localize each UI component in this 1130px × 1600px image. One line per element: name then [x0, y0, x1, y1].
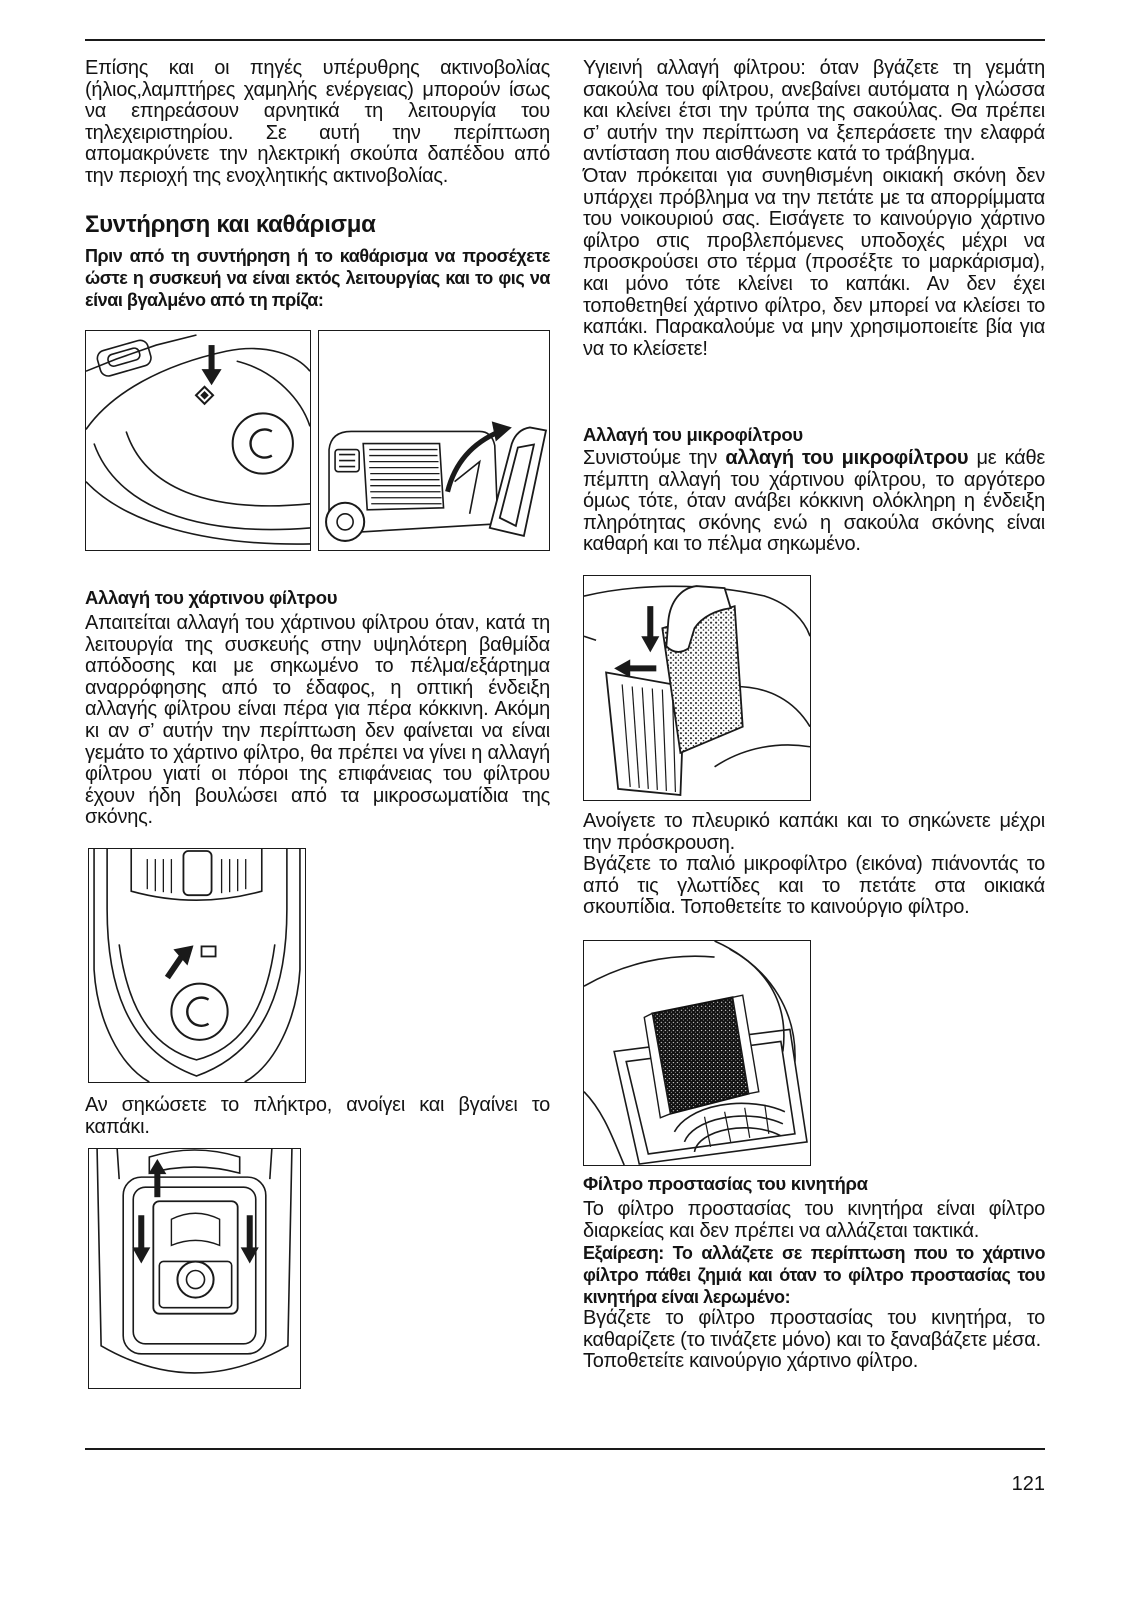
- paper-filter-paragraph: Απαιτείται αλλαγή του χάρτινου φίλτρου όταν, κατά τη λειτουργία της συσκευής στην υψηλότερη βαθμίδα απόδοσης και με σηκωμένο το πέλμα/εξάρτημα αναρρόφησης από το έδαφος, η οπτική ένδειξη αλλαγής φίλτρου είναι πέρα για πέρα κόκκινη. Ακόμη κι αν σ’ αυτήν την περίπτωση δεν φαίνεται να είναι γεμάτο το χάρτινο φίλτρο, θα πρέπει να γίνει η αλλαγή φίλτρου γιατί οι πόροι της επιφάνειας του φίλτρου έχουν ήδη βουλώσει από τα μικροσωματίδια της σκόνης.: [85, 612, 550, 829]
- maintenance-section: [85, 211, 550, 311]
- lid-paragraph: Αν σηκώσετε το πλήκτρο, ανοίγει και βγαίνει το καπάκι.: [85, 1094, 550, 1138]
- bottom-rule: [85, 1448, 1045, 1450]
- figure-lid-open: [318, 330, 550, 551]
- button-icon: [202, 946, 216, 956]
- lid-text-block: [85, 1095, 550, 1138]
- open-lid-icon: [490, 427, 546, 535]
- microfilter-installed-illustration: [584, 941, 810, 1165]
- exception-paragraph: Εξαίρεση: Το αλλάζετε σε περίπτωση που το χάρτινο φίλτρο πάθει ζημιά και όταν το φίλτρο προστασίας του κινητήρα είναι λερωμένο:: [583, 1243, 1045, 1308]
- arrow-down-icon: [202, 345, 222, 385]
- vacuum-side-illustration: [319, 331, 549, 550]
- microfilter-section: [583, 424, 1045, 556]
- page-number: 121: [1011, 1473, 1045, 1495]
- motor-filter-section: [583, 1173, 1045, 1373]
- maintenance-heading: Συντήρηση και καθάρισμα: [85, 211, 376, 238]
- top-rule: [85, 39, 1045, 41]
- arrow-down-icon: [641, 606, 659, 652]
- filter-button-icon: [196, 387, 213, 404]
- arrow-up-icon: [167, 945, 193, 977]
- vacuum-top-view-illustration: [89, 849, 305, 1082]
- microfilter-heading: Αλλαγή του μικροφίλτρου: [583, 424, 803, 445]
- figure-filter-button: [85, 330, 311, 551]
- handle-icon: [183, 851, 211, 895]
- clean-motor-filter-paragraph: Βγάζετε το φίλτρο προστασίας του κινητήρα, το καθαρίζετε (το τινάζετε μόνο) και το ξαναβάζετε μέσα.: [583, 1307, 1045, 1351]
- maintenance-warning: Πριν από τη συντήρηση ή το καθάρισμα να προσέχετε ώστε η συσκευή να είναι εκτός λειτουργίας και το φις να είναι βγαλμένο από τη πρίζα:: [85, 246, 550, 310]
- cover-knob-icon: [233, 413, 293, 473]
- intro-paragraph: Επίσης και οι πηγές υπέρυθρης ακτινοβολίας (ήλιος,λαμπτήρες χαμηλής ενέργειας) μπορούν ίσως να επηρεάσουν αρνητικά τη λειτουργία του τηλεχειριστηρίου. Σε αυτή την περίπτωση απομακρύνετε την ηλεκτρική σκούπα δαπέδου από την περιοχή της ενοχλητικής ακτινοβολίας.: [85, 57, 550, 187]
- figure-cover-button: [88, 848, 306, 1083]
- disposal-paragraph: Όταν πρόκειται για συνηθισμένη οικιακή σκόνη δεν υπάρχει πρόβλημα να την πετάτε με τα απορρίμματα του νοικουριού σας. Εισάγετε το καινούργιο χάρτινο φίλτρο στις προβλεπόμενες υποδοχές μέχρι να προσκρούσει στο τέρμα (προσέξτε το μαρκάρισμα), και μόνο τότε κλείνει το καπάκι. Αν δεν έχει τοποθετηθεί χάρτινο φίλτρο, δεν μπορεί να κλείσει το καπάκι. Παρακαλούμε να μην χρησιμοποιείτε βία για να το κλείσετε!: [583, 164, 1045, 360]
- insert-paper-filter-paragraph: Τοποθετείτε καινούργιο χάρτινο φίλτρο.: [583, 1350, 919, 1373]
- remove-microfilter-paragraph: Βγάζετε το παλιό μικροφίλτρο (εικόνα) πιάνοντάς το από τις γλωττίδες και το πετάτε στα οικιακά σκουπίδια. Τοποθετείτε το καινούργιο φίλτρο.: [583, 853, 1045, 919]
- wheel-icon: [326, 503, 364, 541]
- figure-new-microfilter: [583, 940, 811, 1166]
- right-intro-block: [583, 58, 1045, 360]
- figure-bag-compartment: [88, 1148, 301, 1389]
- arrow-down-left-icon: [132, 1215, 150, 1263]
- bag-compartment-illustration: [89, 1149, 300, 1388]
- cover-knob-icon: [171, 984, 227, 1040]
- left-intro-block: [85, 58, 550, 188]
- motor-filter-heading: Φίλτρο προστασίας του κινητήρα: [583, 1173, 868, 1194]
- hygienic-change-paragraph: Υγιεινή αλλαγή φίλτρου: όταν βγάζετε τη γεμάτη σακούλα του φίλτρου, ανεβαίνει αυτόματα η γλώσσα και κλείνει έτσι την τρύπα της σακούλας. Θα πρέπει σ’ αυτήν την περίπτωση να ξεπεράσετε την ελαφρά αντίσταση που αισθάνεστε κατά το τράβηγμα.: [583, 57, 1045, 166]
- microfilter-paragraph: [583, 448, 1045, 556]
- side-lid-block: [583, 811, 1045, 919]
- vacuum-top-illustration: [86, 331, 310, 550]
- microfilter-text-end: με κάθε πέμπτη αλλαγή του χάρτινου φίλτρου, το αργότερο όμως τότε, όταν ανάβει κόκκινη ολόκληρη η ένδειξη πληρότητας σκόνης ενώ η σακούλα σκόνης είναι καθαρή και το πέλμα σηκωμένο.: [583, 447, 1045, 556]
- figure-remove-microfilter: [583, 575, 811, 801]
- arrow-up-icon: [148, 1159, 166, 1197]
- filter-bag-icon: [153, 1201, 237, 1313]
- motor-filter-paragraph: Το φίλτρο προστασίας του κινητήρα είναι φίλτρο διαρκείας και δεν πρέπει να αλλάζεται τακτικά.: [583, 1198, 1045, 1242]
- paper-filter-heading: Αλλαγή του χάρτινου φίλτρου: [85, 587, 338, 608]
- microfilter-text-emphasis: αλλαγή του μικροφίλτρου: [725, 447, 969, 469]
- paper-filter-section: [85, 587, 550, 829]
- microfilter-removal-illustration: [584, 576, 810, 800]
- microfilter-text-start: Συνιστούμε την: [583, 447, 726, 469]
- side-lid-paragraph: Ανοίγετε το πλευρικό καπάκι και το σηκώνετε μέχρι την πρόσκρουση.: [583, 810, 1045, 854]
